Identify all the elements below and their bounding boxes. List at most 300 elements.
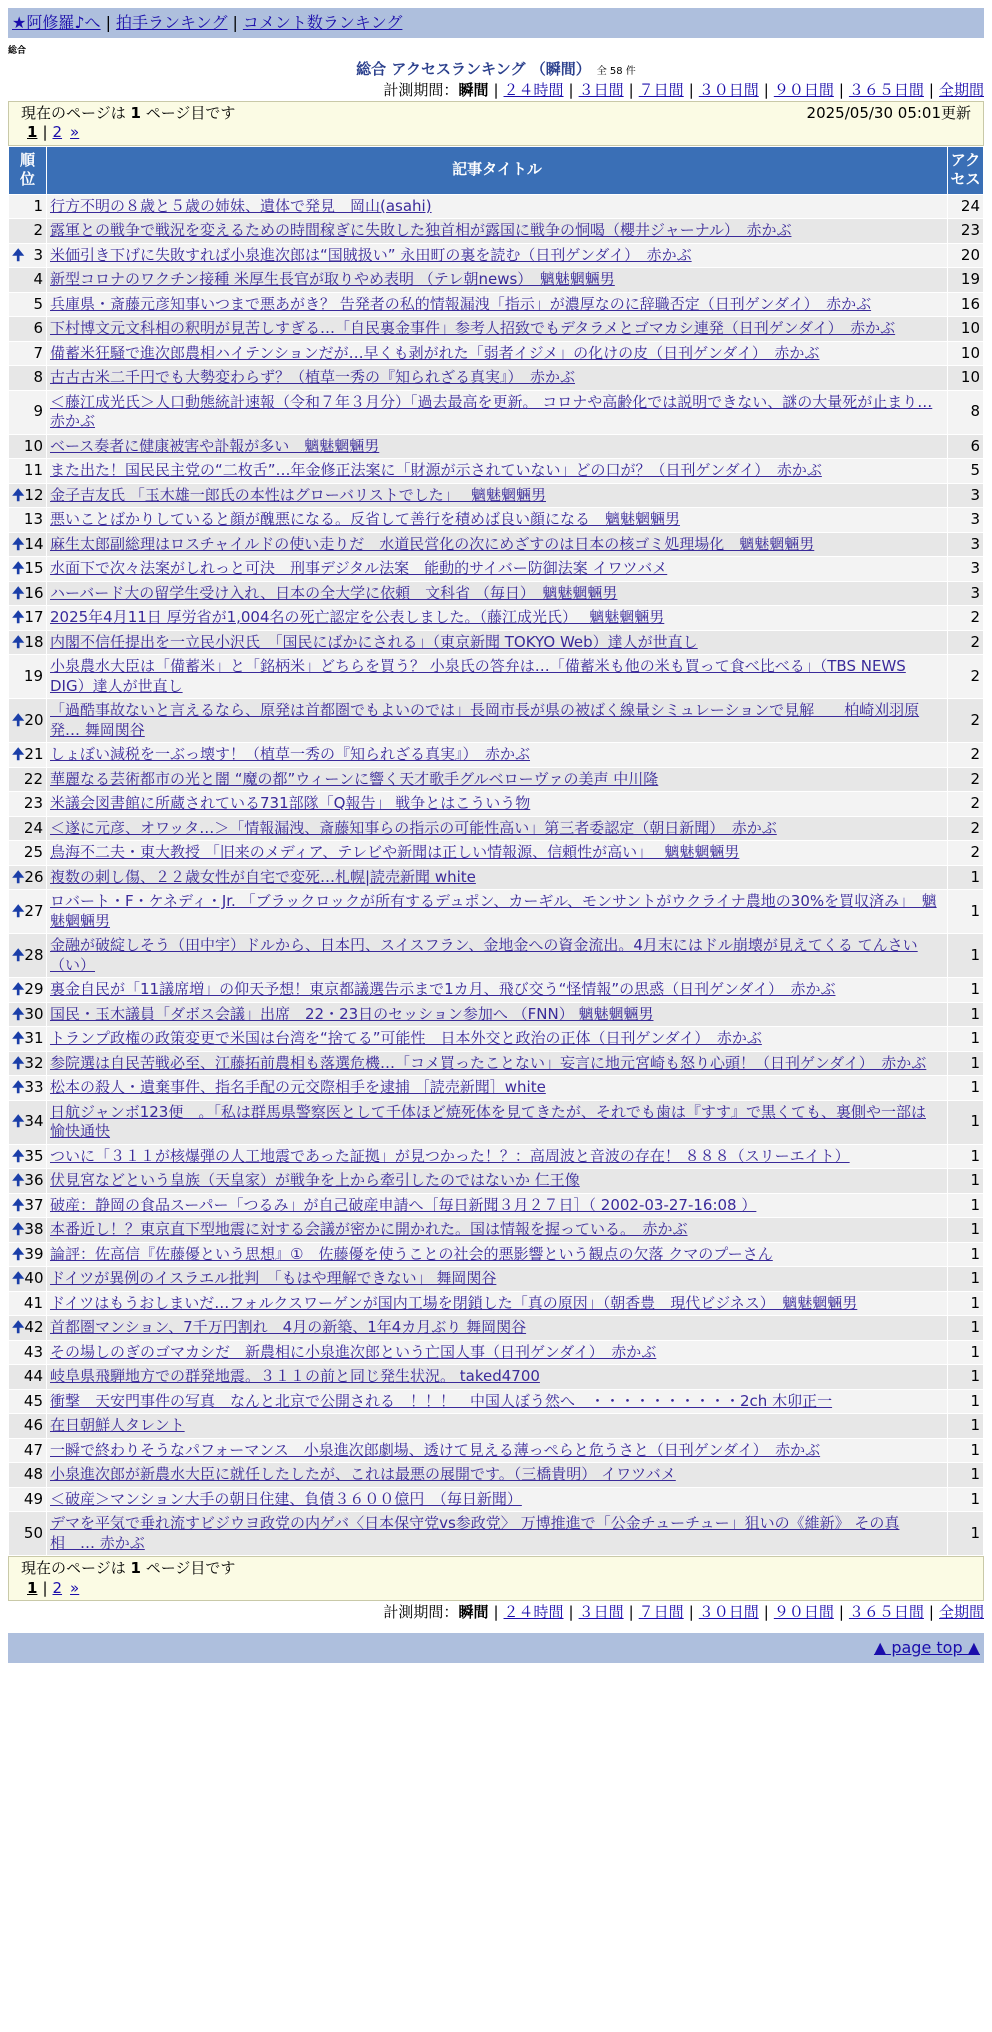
- access-count: 20: [948, 243, 984, 268]
- article-link[interactable]: ＜破産＞マンション大手の朝日住建、負債３６００億円 （毎日新聞）: [50, 1489, 522, 1508]
- current-page-text: 現在のページは 1 ページ目です: [21, 1559, 236, 1578]
- access-count: 3: [948, 532, 984, 557]
- period-link-4[interactable]: ９０日間: [773, 81, 834, 100]
- access-count: 3: [948, 508, 984, 533]
- title-cell: [47, 581, 948, 606]
- period-link-5[interactable]: ３６５日間: [848, 81, 924, 100]
- period-current: 瞬間: [458, 1603, 489, 1622]
- article-link[interactable]: 裏金自民が「11議席増」の仰天予想！東京都議選告示まで1カ月、飛び交う“怪情報”の思惑（日刊ゲンダイ） 赤かぶ: [50, 980, 836, 999]
- table-row: [9, 655, 984, 699]
- access-count: 2: [948, 655, 984, 699]
- article-link[interactable]: 参院選は自民苦戦必至、江藤拓前農相も落選危機…「コメ買ったことない」妄言に地元宮崎も怒り心頭！（日刊ゲンダイ） 赤かぶ: [50, 1053, 927, 1072]
- rank-number: 34: [24, 1112, 44, 1131]
- access-count: 19: [948, 268, 984, 293]
- rank-number: 40: [24, 1269, 44, 1288]
- title-header: 記事タイトル: [47, 146, 948, 194]
- rank-cell: [9, 243, 47, 268]
- rank-number: 12: [24, 485, 44, 504]
- rank-cell: [9, 390, 47, 434]
- nav-separator: |: [105, 13, 111, 32]
- page-link-2[interactable]: 2: [52, 123, 63, 142]
- rank-cell: [9, 1169, 47, 1194]
- page-top-link[interactable]: ▲ page top ▲: [873, 1637, 980, 1657]
- article-link[interactable]: ついに「３１１が核爆弾の人工地震であった証拠」が見つかった！？：高周波と音波の存在！ ８８８（スリーエイト）: [50, 1146, 850, 1165]
- rank-number: 18: [24, 632, 44, 651]
- page-separator: |: [42, 1578, 48, 1597]
- title-cell: [47, 890, 948, 934]
- table-row: [9, 581, 984, 606]
- article-link[interactable]: 下村博文元文科相の釈明が見苦しすぎる…「自民裏金事件」参考人招致でもデタラメとゴマカシ連発（日刊ゲンダイ） 赤かぶ: [50, 319, 896, 338]
- access-count: 1: [948, 1242, 984, 1267]
- article-link[interactable]: 鳥海不二夫・東大教授 「旧来のメディア、テレビや新聞は正しい情報源、信頼性が高い」 魑魅魍魎男: [50, 843, 740, 862]
- access-count: 2: [948, 743, 984, 768]
- up-arrow-icon: 🠉: [12, 710, 25, 729]
- up-arrow-icon: 🠉: [12, 485, 25, 504]
- period-separator: |: [628, 81, 634, 100]
- period-link-4[interactable]: ９０日間: [773, 1603, 834, 1622]
- current-page-text: 現在のページは 1 ページ目です: [21, 103, 236, 122]
- period-separator: |: [928, 1603, 934, 1622]
- article-link[interactable]: 水面下で次々法案がしれっと可決 刑事デジタル法案 能動的サイバー防御法案 イワツバメ: [50, 559, 668, 578]
- period-separator: |: [688, 81, 694, 100]
- table-row: [9, 508, 984, 533]
- rank-cell: [9, 1051, 47, 1076]
- rank-number: 45: [23, 1391, 43, 1410]
- access-count: 2: [948, 630, 984, 655]
- period-selector-bottom: [8, 1603, 984, 1623]
- table-row: [9, 243, 984, 268]
- rank-cell: [9, 1267, 47, 1292]
- title-cell: [47, 743, 948, 768]
- title-cell: [47, 978, 948, 1003]
- article-link[interactable]: 悪いことばかりしていると顔が醜悪になる。反省して善行を積めば良い顔になる 魑魅魍魎男: [50, 510, 681, 529]
- pager-top: [8, 101, 984, 146]
- title-cell: [47, 557, 948, 582]
- title-cell: [47, 292, 948, 317]
- period-separator: |: [688, 1603, 694, 1622]
- table-row: [9, 341, 984, 366]
- access-count: 1: [948, 978, 984, 1003]
- period-separator: |: [763, 1603, 769, 1622]
- title-cell: [47, 1365, 948, 1390]
- rank-cell: [9, 1218, 47, 1243]
- table-row: [9, 1340, 984, 1365]
- table-row: [9, 1487, 984, 1512]
- title-cell: [47, 816, 948, 841]
- page-title-row: [8, 60, 984, 80]
- rank-cell: [9, 1512, 47, 1556]
- up-arrow-icon: 🠉: [12, 1004, 25, 1023]
- article-link[interactable]: 破産：静岡の食品スーパー「つるみ」が自己破産申請へ［毎日新聞３月２７日］（ 2002-03-27-16:08 ）: [50, 1195, 757, 1214]
- table-row: [9, 1100, 984, 1144]
- table-row: [9, 1438, 984, 1463]
- rank-number: 1: [33, 196, 43, 215]
- article-link[interactable]: ＜遂に元彦、オワッタ…＞「情報漏洩、斎藤知事らの指示の可能性高い」第三者委認定（朝日新聞） 赤かぶ: [50, 818, 777, 837]
- access-count: 1: [948, 865, 984, 890]
- article-link[interactable]: 金子吉友氏 「玉木雄一郎氏の本性はグローバリストでした」 魑魅魍魎男: [50, 485, 546, 504]
- article-link[interactable]: 米議会図書館に所蔵されている731部隊「Q報告」 戦争とはこういう物: [50, 794, 531, 813]
- article-link[interactable]: ハーバード大の留学生受け入れ、日本の全大学に依頼 文科省 （毎日） 魑魅魍魎男: [50, 583, 618, 602]
- total-count: 全 58 件: [596, 65, 636, 77]
- article-link[interactable]: 岐阜県飛騨地方での群発地震。３１１の前と同じ発生状況。 taked4700: [50, 1367, 540, 1386]
- table-row: [9, 816, 984, 841]
- title-cell: [47, 1076, 948, 1101]
- period-link-2[interactable]: ７日間: [638, 81, 684, 100]
- page-next-link[interactable]: »: [70, 123, 80, 142]
- table-row: [9, 194, 984, 219]
- rank-cell: [9, 1340, 47, 1365]
- rank-cell: [9, 268, 47, 293]
- article-link[interactable]: 古古古米二千円でも大勢変わらず？（植草一秀の『知られざる真実』） 赤かぶ: [50, 368, 576, 387]
- access-count: 1: [948, 890, 984, 934]
- rank-cell: [9, 1144, 47, 1169]
- table-row: [9, 1002, 984, 1027]
- access-header: アクセス: [948, 146, 984, 194]
- rank-number: 13: [23, 510, 43, 529]
- table-row: [9, 630, 984, 655]
- rank-number: 30: [24, 1004, 44, 1023]
- top-nav-bar: [8, 8, 984, 38]
- article-link[interactable]: ロバート・F・ケネディ・Jr. 「ブラックロックが所有するデュポン、カーギル、モンサントがウクライナ農地の30%を買収済み」 魑魅魍魎男: [50, 892, 937, 930]
- article-link[interactable]: 首都圏マンション、7千万円割れ 4月の新築、1年4カ月ぶり 舞岡関谷: [50, 1318, 527, 1337]
- nav-link-asyura[interactable]: ★阿修羅♪へ: [12, 13, 101, 32]
- period-separator: |: [568, 1603, 574, 1622]
- rank-number: 17: [24, 608, 44, 627]
- period-link-6[interactable]: 全期間: [938, 81, 984, 100]
- rank-number: 28: [24, 945, 44, 964]
- article-link[interactable]: 本番近し！？東京直下型地震に対する会議が密かに開かれた。国は情報を握っている。 赤かぶ: [50, 1220, 688, 1239]
- rank-cell: [9, 581, 47, 606]
- period-separator: |: [838, 1603, 844, 1622]
- table-row: [9, 767, 984, 792]
- article-link[interactable]: 衝撃 天安門事件の写真 なんと北京で公開される ！！！ 中国人ぼう然へ ・・・・・・・・・・2ch 木卯正一: [50, 1391, 833, 1410]
- article-link[interactable]: 日航ジャンボ123便 。「私は群馬県警察医として千体ほど焼死体を見てきたが、それでも歯は『すす』で黒くても、裏側や一部は 愉快通快: [50, 1102, 926, 1141]
- access-count: 1: [948, 1512, 984, 1556]
- article-link[interactable]: 露軍との戦争で戦況を変えるための時間稼ぎに失敗した独首相が露国に戦争の恫喝（櫻井ジャーナル） 赤かぶ: [50, 221, 792, 240]
- title-cell: [47, 1512, 948, 1556]
- article-link[interactable]: デマを平気で垂れ流すビジウヨ政党の内ゲバ〈日本保守党vs参政党〉 万博推進で「公金チューチュー」狙いの《維新》 その真相 … 赤かぶ: [50, 1514, 900, 1552]
- access-count: 1: [948, 1365, 984, 1390]
- rank-cell: [9, 366, 47, 391]
- rank-number: 38: [24, 1220, 44, 1239]
- up-arrow-icon: 🠉: [12, 745, 25, 764]
- period-link-6[interactable]: 全期間: [938, 1603, 984, 1622]
- article-link[interactable]: その場しのぎのゴマカシだ 新農相に小泉進次郎という亡国人事（日刊ゲンダイ） 赤かぶ: [50, 1342, 657, 1361]
- title-cell: [47, 366, 948, 391]
- table-row: [9, 1389, 984, 1414]
- rank-cell: [9, 557, 47, 582]
- access-count: 1: [948, 1144, 984, 1169]
- access-count: 1: [948, 934, 984, 978]
- rank-cell: [9, 1463, 47, 1488]
- title-cell: [47, 1193, 948, 1218]
- article-link[interactable]: また出た！国民民主党の“二枚舌”…年金修正法案に「財源が示されていない」どの口が？（日刊ゲンダイ） 赤かぶ: [50, 461, 822, 480]
- up-arrow-icon: 🠉: [12, 1029, 25, 1048]
- title-cell: [47, 1414, 948, 1439]
- title-cell: [47, 1267, 948, 1292]
- access-count: 1: [948, 1291, 984, 1316]
- article-link[interactable]: 備蓄米狂騒で進次郎農相ハイテンションだが…早くも剥がれた「弱者イジメ」の化けの皮（日刊ゲンダイ） 赤かぶ: [50, 343, 820, 362]
- article-link[interactable]: 国民・玉木議員「ダボス会議」出席 22・23日のセッション参加へ （FNN） 魑魅魍魎男: [50, 1004, 654, 1023]
- access-count: 5: [948, 459, 984, 484]
- up-arrow-icon: 🠉: [12, 1318, 25, 1337]
- rank-number: 16: [24, 583, 44, 602]
- period-link-1[interactable]: ３日間: [578, 1603, 624, 1622]
- access-count: 2: [948, 792, 984, 817]
- table-row: [9, 1169, 984, 1194]
- article-link[interactable]: 小泉進次郎が新農水大臣に就任したしたが、これは最悪の展開です。（三橋貴明） イワツバメ: [50, 1465, 676, 1484]
- ranking-table: [8, 146, 984, 1557]
- title-cell: [47, 865, 948, 890]
- section-label: 総合: [8, 46, 27, 56]
- rank-cell: [9, 508, 47, 533]
- up-arrow-icon: 🠉: [12, 1078, 25, 1097]
- title-cell: [47, 606, 948, 631]
- access-count: 1: [948, 1487, 984, 1512]
- table-row: [9, 532, 984, 557]
- article-link[interactable]: 一瞬で終わりそうなパフォーマンス 小泉進次郎劇場、透けて見える薄っぺらと危うさと（日刊ゲンダイ） 赤かぶ: [50, 1440, 821, 1459]
- title-cell: [47, 508, 948, 533]
- access-count: 3: [948, 581, 984, 606]
- up-arrow-icon: 🠉: [12, 245, 25, 264]
- rank-number: 29: [24, 980, 44, 999]
- article-link[interactable]: ドイツはもうおしまいだ…フォルクスワーゲンが国内工場を閉鎖した「真の原因」（朝香豊 現代ビジネス） 魑魅魍魎男: [50, 1293, 858, 1312]
- up-arrow-icon: 🠉: [12, 1112, 25, 1131]
- rank-number: 2: [33, 221, 43, 240]
- period-separator: |: [763, 81, 769, 100]
- rank-number: 33: [24, 1078, 44, 1097]
- rank-cell: [9, 532, 47, 557]
- table-row: [9, 219, 984, 244]
- period-link-3[interactable]: ３０日間: [698, 81, 759, 100]
- up-arrow-icon: 🠉: [12, 632, 25, 651]
- table-row: [9, 606, 984, 631]
- title-cell: [47, 1340, 948, 1365]
- rank-number: 14: [24, 534, 44, 553]
- up-arrow-icon: 🠉: [12, 1053, 25, 1072]
- title-cell: [47, 767, 948, 792]
- access-count: 16: [948, 292, 984, 317]
- article-link[interactable]: ベース奏者に健康被害や訃報が多い 魑魅魍魎男: [50, 436, 380, 455]
- rank-cell: [9, 292, 47, 317]
- access-count: 1: [948, 1002, 984, 1027]
- table-row: [9, 865, 984, 890]
- access-count: 1: [948, 1389, 984, 1414]
- period-separator: |: [568, 81, 574, 100]
- pagination: [21, 1579, 971, 1599]
- table-row: [9, 557, 984, 582]
- article-link[interactable]: 2025年4月11日 厚労省が1,004名の死亡認定を公表しました。（藤江成光氏） 魑魅魍魎男: [50, 608, 665, 627]
- access-count: 1: [948, 1316, 984, 1341]
- article-link[interactable]: 伏見宮などという皇族（天皇家）が戦争を上から牽引したのではないか 仁王像: [50, 1171, 580, 1190]
- up-arrow-icon: 🠉: [12, 1269, 25, 1288]
- up-arrow-icon: 🠉: [12, 1195, 25, 1214]
- page-next-link[interactable]: »: [70, 1578, 80, 1597]
- article-link[interactable]: 小泉農水大臣は「備蓄米」と「銘柄米」どちらを買う？ 小泉氏の答弁は…「備蓄米も他の米も買って食べ比べる」（TBS NEWS DIG）達人が世直し: [50, 657, 906, 695]
- period-separator: |: [493, 81, 499, 100]
- table-row: [9, 268, 984, 293]
- rank-cell: [9, 317, 47, 342]
- table-row: [9, 1512, 984, 1556]
- rank-cell: [9, 1438, 47, 1463]
- up-arrow-icon: 🠉: [12, 1220, 25, 1239]
- article-link[interactable]: 兵庫県・斎藤元彦知事いつまで悪あがき？ 告発者の私的情報漏洩「指示」が濃厚なのに辞職否定（日刊ゲンダイ） 赤かぶ: [50, 294, 872, 313]
- title-cell: [47, 1002, 948, 1027]
- access-count: 10: [948, 341, 984, 366]
- article-link[interactable]: 華麗なる芸術都市の光と闇 “魔の都”ウィーンに響く天才歌手グルベローヴァの美声 中川隆: [50, 769, 659, 788]
- rank-cell: [9, 1487, 47, 1512]
- up-arrow-icon: 🠉: [12, 945, 25, 964]
- title-cell: [47, 532, 948, 557]
- page-link-2[interactable]: 2: [52, 1578, 63, 1597]
- rank-cell: [9, 699, 47, 743]
- table-row: [9, 1218, 984, 1243]
- article-link[interactable]: しょぼい減税を一ぶっ壊す！（植草一秀の『知られざる真実』） 赤かぶ: [50, 745, 531, 764]
- rank-cell: [9, 978, 47, 1003]
- rank-cell: [9, 841, 47, 866]
- title-cell: [47, 1487, 948, 1512]
- period-link-1[interactable]: ３日間: [578, 81, 624, 100]
- period-label: 計測期間：: [383, 81, 459, 100]
- access-count: 2: [948, 699, 984, 743]
- rank-number: 8: [33, 368, 43, 387]
- access-count: 2: [948, 841, 984, 866]
- access-count: 1: [948, 1169, 984, 1194]
- access-count: 1: [948, 1463, 984, 1488]
- table-row: [9, 1076, 984, 1101]
- article-link[interactable]: 松本の殺人・遺棄事件、指名手配の元交際相手を逮捕 ［読売新聞］white: [50, 1078, 546, 1097]
- rank-number: 15: [24, 559, 44, 578]
- rank-header: 順位: [9, 146, 47, 194]
- title-cell: [47, 194, 948, 219]
- ranking-body: [9, 194, 984, 1556]
- pager-bottom: [8, 1556, 984, 1601]
- rank-number: 44: [23, 1367, 43, 1386]
- title-cell: [47, 699, 948, 743]
- rank-number: 31: [24, 1029, 44, 1048]
- rank-number: 49: [23, 1489, 43, 1508]
- article-link[interactable]: 米価引き下げに失敗すれば小泉進次郎は“国賊扱い” 永田町の裏を読む（日刊ゲンダイ） 赤かぶ: [50, 245, 692, 264]
- title-cell: [47, 219, 948, 244]
- access-count: 8: [948, 390, 984, 434]
- title-cell: [47, 1051, 948, 1076]
- up-arrow-icon: 🠉: [12, 980, 25, 999]
- access-count: 1: [948, 1027, 984, 1052]
- title-cell: [47, 459, 948, 484]
- table-row: [9, 978, 984, 1003]
- article-link[interactable]: ＜藤江成光氏＞人口動態統計速報（令和７年３月分）「過去最高を更新。 コロナや高齢化では説明できない、謎の大量死が止まり… 赤かぶ: [50, 392, 933, 431]
- nav-link-comment-ranking[interactable]: コメント数ランキング: [242, 13, 403, 32]
- access-count: 2: [948, 606, 984, 631]
- title-cell: [47, 1291, 948, 1316]
- title-cell: [47, 434, 948, 459]
- title-cell: [47, 1169, 948, 1194]
- title-cell: [47, 243, 948, 268]
- period-link-3[interactable]: ３０日間: [698, 1603, 759, 1622]
- rank-cell: [9, 1002, 47, 1027]
- title-cell: [47, 792, 948, 817]
- article-link[interactable]: 内閣不信任提出を一立民小沢氏 「国民にばかにされる」（東京新聞 TOKYO Web）達人が世直し: [50, 632, 698, 651]
- access-count: 1: [948, 1051, 984, 1076]
- rank-cell: [9, 655, 47, 699]
- up-arrow-icon: 🠉: [12, 901, 25, 920]
- table-row: [9, 743, 984, 768]
- page-title: 総合 アクセスランキング （瞬間）: [356, 59, 591, 78]
- rank-number: 50: [23, 1523, 43, 1542]
- access-count: 23: [948, 219, 984, 244]
- period-separator: |: [628, 1603, 634, 1622]
- table-row: [9, 459, 984, 484]
- article-link[interactable]: 論評：佐高信『佐藤優という思想』① 佐藤優を使うことの社会的悪影響という観点の欠落 クマのプーさん: [50, 1244, 773, 1263]
- rank-number: 25: [23, 843, 43, 862]
- rank-cell: [9, 1414, 47, 1439]
- footer-bar: [8, 1633, 984, 1663]
- access-count: 10: [948, 317, 984, 342]
- up-arrow-icon: 🠉: [12, 534, 25, 553]
- nav-link-clap-ranking[interactable]: 拍手ランキング: [115, 13, 228, 32]
- period-link-0[interactable]: ２４時間: [503, 1603, 564, 1622]
- article-link[interactable]: ドイツが異例のイスラエル批判 「もはや理解できない」 舞岡関谷: [50, 1269, 497, 1288]
- page-separator: |: [42, 123, 48, 142]
- title-cell: [47, 630, 948, 655]
- rank-number: 20: [24, 710, 44, 729]
- title-cell: [47, 1100, 948, 1144]
- rank-number: 32: [24, 1053, 44, 1072]
- period-separator: |: [838, 81, 844, 100]
- up-arrow-icon: 🠉: [12, 583, 25, 602]
- rank-cell: [9, 1193, 47, 1218]
- title-cell: [47, 1242, 948, 1267]
- rank-number: 5: [33, 294, 43, 313]
- article-link[interactable]: 金融が破綻しそう（田中宇）ドルから、日本円、スイスフラン、金地金への資金流出。4月末にはドル崩壊が見えてくる てんさい（い）: [50, 936, 918, 974]
- rank-number: 42: [24, 1318, 44, 1337]
- rank-number: 37: [24, 1195, 44, 1214]
- article-link[interactable]: 麻生太郎副総理はロスチャイルドの使い走りだ 水道民営化の次にめざすのは日本の核ゴミ処理場化 魑魅魍魎男: [50, 534, 815, 553]
- period-link-5[interactable]: ３６５日間: [848, 1603, 924, 1622]
- table-row: [9, 317, 984, 342]
- access-count: 3: [948, 483, 984, 508]
- article-link[interactable]: トランプ政権の政策変更で米国は台湾を“捨てる”可能性 日本外交と政治の正体（日刊ゲンダイ） 赤かぶ: [50, 1029, 762, 1048]
- rank-number: 47: [23, 1440, 43, 1459]
- title-cell: [47, 655, 948, 699]
- page-current: 1: [27, 1578, 38, 1597]
- rank-number: 7: [33, 343, 43, 362]
- article-link[interactable]: 複数の刺し傷、２２歳女性が自宅で変死…札幌|読売新聞 white: [50, 867, 476, 886]
- article-link[interactable]: 「過酷事故ないと言えるなら、原発は首都圏でもよいのでは」長岡市長が県の被ばく線量シミュレーションで見解 柏崎刈羽原発… 舞岡関谷: [50, 701, 920, 739]
- article-link[interactable]: 行方不明の８歳と５歳の姉妹、遺体で発見 岡山(asahi): [50, 196, 432, 215]
- period-link-2[interactable]: ７日間: [638, 1603, 684, 1622]
- access-count: 1: [948, 1218, 984, 1243]
- period-link-0[interactable]: ２４時間: [503, 81, 564, 100]
- rank-cell: [9, 1100, 47, 1144]
- article-link[interactable]: 新型コロナのワクチン接種 米厚生長官が取りやめ表明 （テレ朝news） 魑魅魍魎男: [50, 270, 615, 289]
- article-link[interactable]: 在日朝鮮人タレント: [50, 1416, 185, 1435]
- rank-cell: [9, 743, 47, 768]
- title-cell: [47, 483, 948, 508]
- title-cell: [47, 1438, 948, 1463]
- table-row: [9, 1027, 984, 1052]
- rank-cell: [9, 219, 47, 244]
- rank-cell: [9, 1076, 47, 1101]
- table-row: [9, 1051, 984, 1076]
- up-arrow-icon: 🠉: [12, 608, 25, 627]
- period-separator: |: [493, 1603, 499, 1622]
- table-row: [9, 292, 984, 317]
- period-current: 瞬間: [458, 81, 489, 100]
- rank-number: 11: [23, 461, 43, 480]
- rank-cell: [9, 1389, 47, 1414]
- rank-cell: [9, 194, 47, 219]
